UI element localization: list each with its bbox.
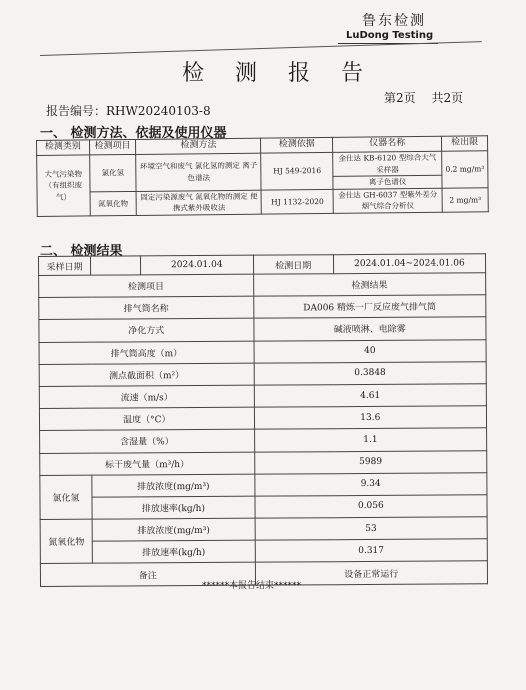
test-date-label: 检测日期 xyxy=(253,255,333,274)
row-value: 5989 xyxy=(254,450,487,474)
results-row xyxy=(39,339,486,364)
method-cell: 固定污染源废气 氮氧化物的测定 便携式紫外吸收法 xyxy=(136,190,261,216)
row-label: 含湿量（%） xyxy=(40,429,255,452)
instrument-cell: 金仕达 GH-6037 型紫外差分烟气综合分析仪 xyxy=(333,188,442,213)
row-value: DA006 精炼一厂反应废气排气筒 xyxy=(253,295,486,319)
rate-label: 排放速率(kg/h) xyxy=(92,540,255,563)
concentration-value: 53 xyxy=(255,517,488,541)
row-label: 排气筒高度（m） xyxy=(39,341,254,364)
sampling-date-label: 采样日期 xyxy=(39,256,91,275)
row-value: 碱液喷淋、电除雾 xyxy=(254,317,487,341)
results-header-row xyxy=(39,273,486,298)
limit-cell: 2 mg/m³ xyxy=(442,188,488,213)
pollutant-name: 氮氧化物 xyxy=(40,519,92,564)
spacer-cell xyxy=(91,256,141,275)
rate-value: 0.056 xyxy=(255,495,488,519)
header-cell: 检测方法 xyxy=(136,138,261,154)
item-cell: 氯化氢 xyxy=(89,154,136,191)
instrument-cell: 金仕达 KB-6120 型综合大气采样器 xyxy=(333,151,442,176)
results-row xyxy=(39,384,486,409)
section-heading-results: 二、 检测结果 xyxy=(40,244,123,259)
pollutant-row xyxy=(40,517,487,542)
header-divider xyxy=(40,41,482,56)
row-label: 标干废气量（m³/h） xyxy=(40,452,255,475)
header-cell: 检测类别 xyxy=(37,140,90,155)
header-cell: 仪器名称 xyxy=(333,136,442,152)
brand-name-en: LuDong Testing xyxy=(346,30,434,41)
rate-label: 排放速率(kg/h) xyxy=(92,496,255,519)
report-title: 检 测 报 告 xyxy=(182,61,375,86)
row-label: 净化方式 xyxy=(39,319,254,342)
results-row xyxy=(40,428,487,453)
item-header: 检测项目 xyxy=(39,274,254,297)
row-label: 测点截面积（m²） xyxy=(39,363,254,386)
limit-cell: 0.2 mg/m³ xyxy=(442,151,488,188)
results-row xyxy=(39,362,486,387)
row-label: 温度（°C） xyxy=(39,407,254,430)
remark-value: 设备正常运行 xyxy=(255,561,488,585)
concentration-label: 排放浓度(mg/m³) xyxy=(92,518,255,541)
sampling-date-value: 2024.01.04 xyxy=(140,255,253,275)
concentration-value: 9.34 xyxy=(254,472,487,496)
results-row xyxy=(39,317,486,342)
report-number: 报告编号：RHW20240103-8 xyxy=(46,104,211,118)
category-cell: 大气污染物（有组织废气） xyxy=(37,155,90,217)
pollutant-row xyxy=(40,539,487,564)
results-row xyxy=(39,406,486,431)
basis-cell: HJ 1132-2020 xyxy=(261,189,333,214)
row-value: 4.61 xyxy=(254,384,487,408)
remark-label: 备注 xyxy=(40,563,255,586)
row-value: 0.3848 xyxy=(254,362,487,386)
section-heading-methods: 一、 检测方法、依据及使用仪器 xyxy=(40,126,227,141)
methods-table xyxy=(36,135,489,217)
basis-cell: HJ 549-2016 xyxy=(261,152,333,190)
header-cell: 检出限 xyxy=(442,136,488,151)
row-label: 流速（m/s） xyxy=(39,385,254,408)
header-cell: 检测依据 xyxy=(261,137,333,153)
pollutant-name: 氯化氢 xyxy=(40,475,92,520)
test-date-value: 2024.01.04~2024.01.06 xyxy=(333,254,485,274)
pollutant-row xyxy=(40,495,487,520)
methods-row xyxy=(37,188,488,217)
report-end-marker: ******本报告结束****** xyxy=(202,581,302,591)
brand-name-cn: 鲁东检测 xyxy=(362,13,426,29)
item-cell: 氮氧化物 xyxy=(90,191,137,216)
row-value: 1.1 xyxy=(254,428,487,452)
method-cell: 环境空气和废气 氯化氢的测定 离子色谱法 xyxy=(136,153,261,191)
concentration-label: 排放浓度(mg/m³) xyxy=(92,474,255,497)
results-table xyxy=(38,253,488,586)
results-row xyxy=(39,295,486,320)
row-value: 40 xyxy=(254,339,487,363)
page-indicator: 第2页 共2页 xyxy=(384,91,464,105)
rate-value: 0.317 xyxy=(255,539,488,563)
pollutant-row xyxy=(40,472,487,497)
instrument-cell: 离子色谱仪 xyxy=(333,175,442,189)
results-row xyxy=(40,450,487,475)
result-header: 检测结果 xyxy=(253,273,486,297)
header-cell: 检测项目 xyxy=(89,139,136,154)
row-value: 13.6 xyxy=(254,406,487,430)
row-label: 排气筒名称 xyxy=(39,296,254,319)
